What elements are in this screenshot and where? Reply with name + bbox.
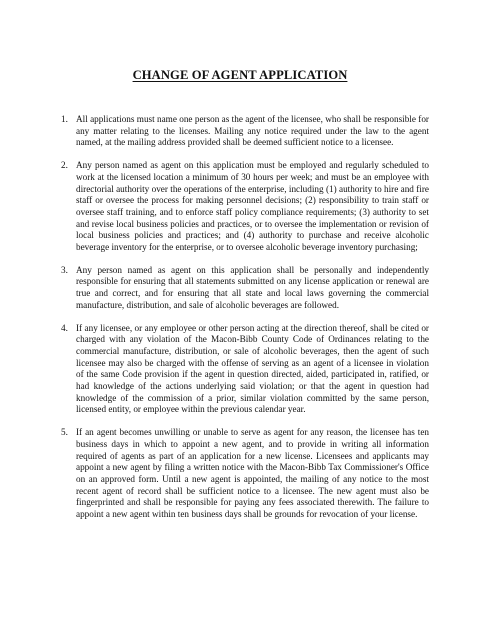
list-item-number: 3. — [61, 264, 68, 275]
list-item-text: If any licensee, or any employee or other person acting at the direction thereof, shall be cited or charged with any violation of the Macon-Bibb County Code of Ordinances relating to the commercial manufacture, distribution, or sale of alcoholic beverages, then the agent of such licensee may also be charged with the offense of serving as an agent of a licensee in violation of the same Code provision if the agent in question directed, aided, participated in, ratified, or had knowledge of the actions underlying said violation; or that the agent in question had knowledge of the commission of a prior, similar violation committed by the same person, licensed entity, or employee within the previous calendar year. — [76, 322, 429, 415]
list-item-text: If an agent becomes unwilling or unable to serve as agent for any reason, the licensee has ten business days in which to appoint a new agent, and to provide in writing all information required of agents as part of an application for a new license. Licensees and applicants may appoint a new agent by filing a written notice with the Macon-Bibb Tax Commissioner's Office on an approved form. Until a new agent is appointed, the mailing of any notice to the most recent agent of record shall be sufficient notice to a licensee. The new agent must also be fingerprinted and shall be responsible for paying any fees associated therewith. The failure to appoint a new agent within ten business days shall be grounds for revocation of your license. — [76, 427, 429, 520]
list-item-number: 4. — [61, 322, 68, 333]
list-item-number: 1. — [61, 114, 68, 124]
list-item-5 — [61, 427, 429, 521]
list-item-1 — [61, 114, 429, 149]
list-item-text: Any person named as agent on this application must be employed and regularly scheduled to work at the licensed location a minimum of 30 hours per week; and must be an employee with directorial authority over the operations of the enterprise, including (1) authority to hire and fire staff or oversee the process for making personnel decisions; (2) responsibility to train staff or oversee staff training, and to enforce staff policy compliance requirements; (3) authority to set and revise local business policies and practices, or to oversee the implementation or revision of local business policies and practices; and (4) authority to purchase and receive alcoholic beverage inventory for the enterprise, or to oversee alcoholic beverage inventory purchasing; — [76, 160, 429, 253]
list-item-4 — [61, 323, 429, 417]
list-item-3 — [61, 265, 429, 312]
list-item-text: Any person named as agent on this application shall be personally and independently responsible for ensuring that all statements submitted on any license application or renewal are true and correct, and for ensuring that all state and local laws governing the commercial manufacture, distribution, and sale of alcoholic beverages are followed. — [76, 264, 429, 310]
numbered-list — [61, 114, 429, 521]
list-item-2 — [61, 160, 429, 254]
list-item-number: 2. — [61, 160, 68, 171]
list-item-text: All applications must name one person as the agent of the licensee, who shall be responsible for any matter relating to the licenses. Mailing any notice required under the law to the agent named, at the mailing address provided shall be deemed sufficient notice to a licensee. — [76, 114, 429, 148]
list-item-number: 5. — [61, 427, 68, 438]
page-title — [0, 68, 480, 83]
page-title-text: CHANGE OF AGENT APPLICATION — [132, 68, 348, 82]
